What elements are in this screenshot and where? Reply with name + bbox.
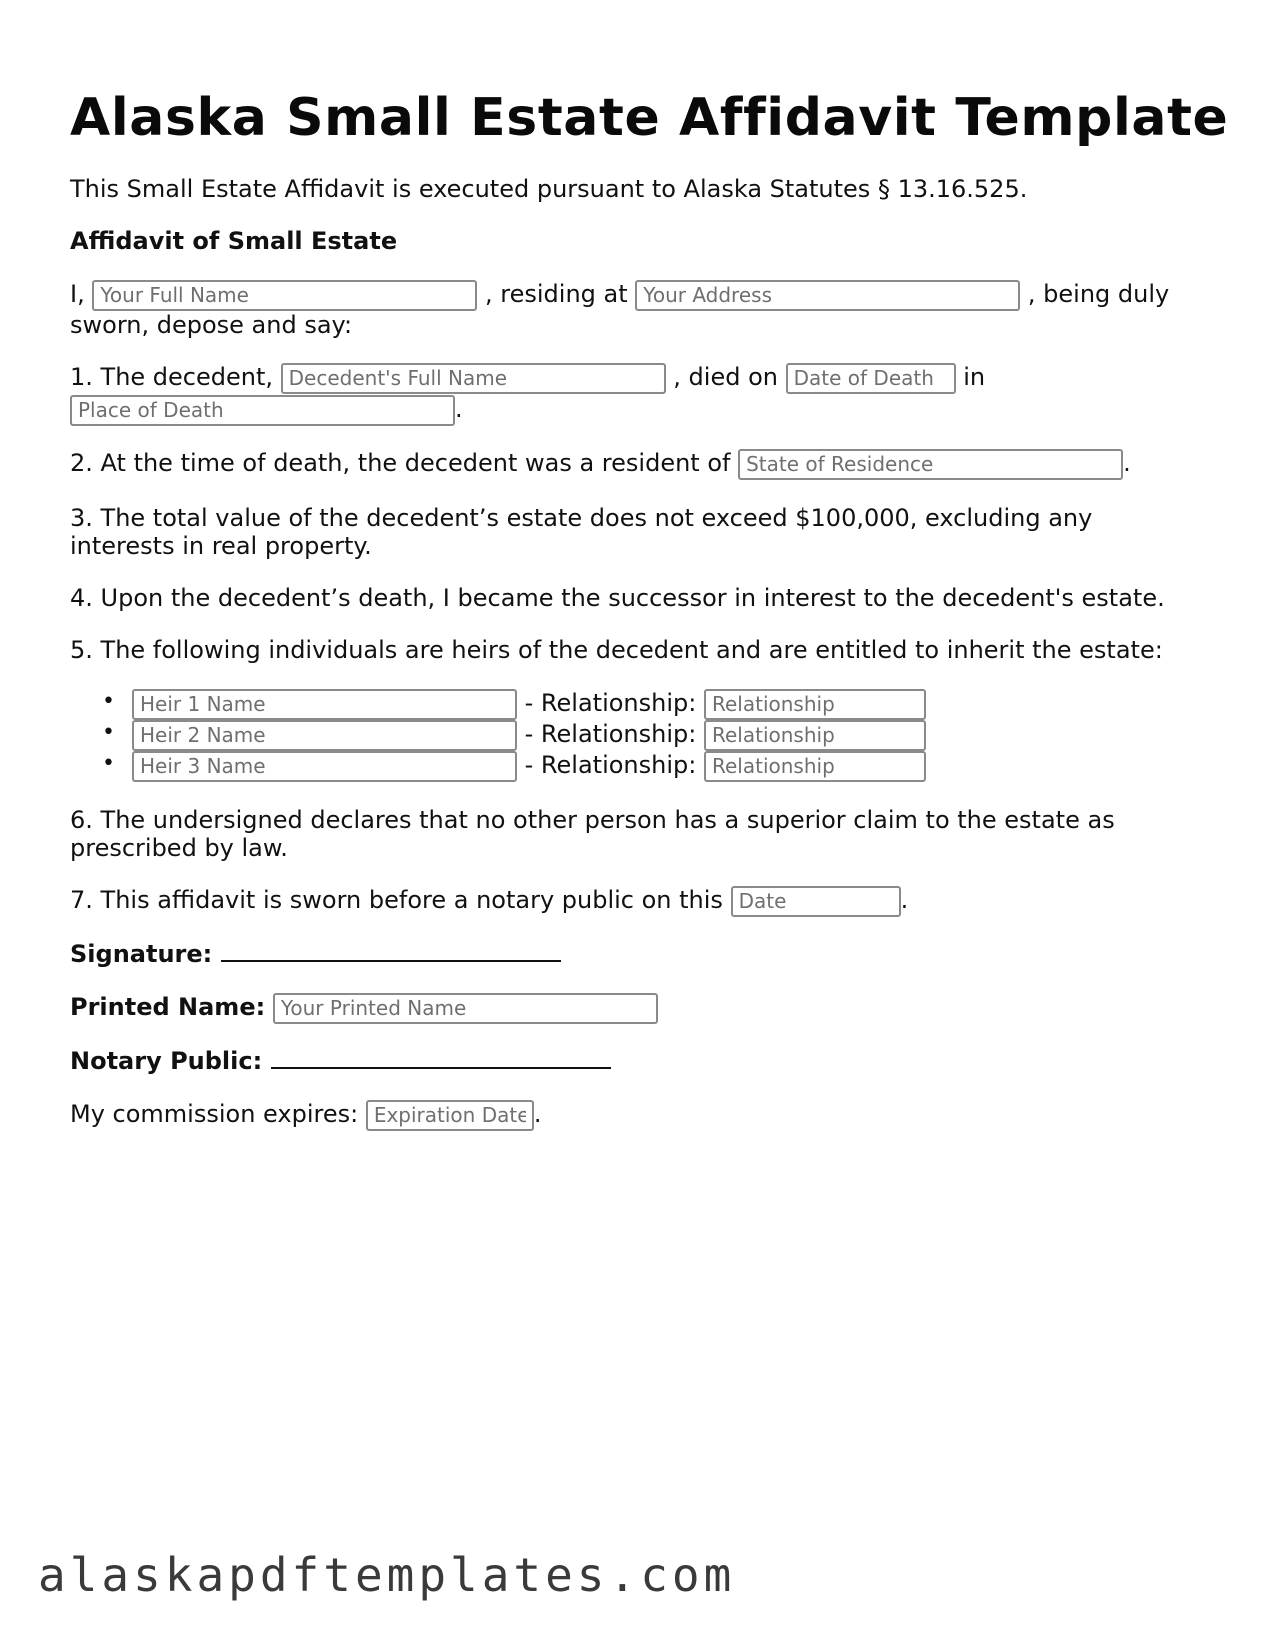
page-title: Alaska Small Estate Affidavit Template — [70, 88, 1229, 148]
opening-line-2: sworn, depose and say: — [70, 311, 353, 339]
heir-row-2 — [132, 718, 926, 751]
full-name-input[interactable] — [92, 280, 477, 311]
item-2-text: 2. At the time of death, the decedent was a resident of — [70, 449, 731, 477]
heir-1-name-input[interactable] — [132, 689, 517, 720]
item-2 — [70, 447, 1131, 480]
commission-row — [70, 1098, 541, 1131]
printed-name-row — [70, 991, 658, 1024]
state-of-residence-input[interactable] — [738, 449, 1123, 480]
item-1-prefix: 1. The decedent, — [70, 363, 274, 391]
commission-text: My commission expires: — [70, 1100, 359, 1128]
heir-row-1 — [132, 687, 926, 720]
item-7-text: 7. This affidavit is sworn before a notary public on this — [70, 886, 723, 914]
item-1-line-1 — [70, 361, 985, 394]
section-heading: Affidavit of Small Estate — [70, 227, 398, 255]
sworn-text: , being duly — [1027, 280, 1170, 308]
item-3-line-1: 3. The total value of the decedent’s estate does not exceed $100,000, excluding any — [70, 504, 1093, 532]
signature-label: Signature: — [70, 940, 213, 968]
place-of-death-input[interactable] — [70, 395, 455, 426]
heir-3-bullet: • — [102, 751, 115, 776]
expiration-date-input[interactable] — [366, 1100, 534, 1131]
commission-end: . — [533, 1100, 542, 1128]
signature-line[interactable] — [221, 940, 561, 962]
residing-text: , residing at — [485, 280, 628, 308]
heir-3-relationship-input[interactable] — [704, 751, 926, 782]
heir-1-relationship-label: - Relationship: — [524, 689, 697, 717]
item-2-end: . — [1123, 449, 1131, 477]
heir-1-bullet: • — [102, 689, 115, 714]
notary-label: Notary Public: — [70, 1047, 263, 1075]
site-watermark: alaskapdftemplates.com — [38, 1548, 736, 1602]
heir-2-name-input[interactable] — [132, 720, 517, 751]
notary-signature-line[interactable] — [271, 1047, 611, 1069]
item-7-end: . — [900, 886, 909, 914]
died-on-text: , died on — [673, 363, 778, 391]
heir-1-relationship-input[interactable] — [704, 689, 926, 720]
item-6-line-1: 6. The undersigned declares that no other person has a superior claim to the estate as — [70, 806, 1115, 834]
heir-row-3 — [132, 749, 926, 782]
address-input[interactable] — [635, 280, 1020, 311]
heir-3-relationship-label: - Relationship: — [524, 751, 697, 779]
item-4: 4. Upon the decedent’s death, I became the successor in interest to the decedent's estate. — [70, 584, 1165, 612]
notary-date-input[interactable] — [731, 886, 901, 917]
heir-2-relationship-input[interactable] — [704, 720, 926, 751]
printed-name-label: Printed Name: — [70, 993, 266, 1021]
date-of-death-input[interactable] — [786, 363, 956, 394]
intro-text: This Small Estate Affidavit is executed pursuant to Alaska Statutes § 13.16.525. — [70, 175, 1028, 203]
item-3-line-2: interests in real property. — [70, 532, 372, 560]
item-5: 5. The following individuals are heirs of the decedent and are entitled to inherit the estate: — [70, 636, 1163, 664]
heir-3-name-input[interactable] — [132, 751, 517, 782]
signature-row — [70, 938, 561, 970]
item-1-end: . — [455, 395, 463, 423]
heir-2-bullet: • — [102, 720, 115, 745]
decedent-name-input[interactable] — [281, 363, 666, 394]
notary-row — [70, 1045, 611, 1077]
heir-2-relationship-label: - Relationship: — [524, 720, 697, 748]
opening-prefix: I, — [70, 280, 85, 308]
opening-line-1 — [70, 278, 1169, 311]
item-7 — [70, 884, 908, 917]
item-6-line-2: prescribed by law. — [70, 834, 288, 862]
in-text: in — [963, 363, 986, 391]
printed-name-input[interactable] — [273, 993, 658, 1024]
item-1-line-2 — [70, 393, 463, 426]
